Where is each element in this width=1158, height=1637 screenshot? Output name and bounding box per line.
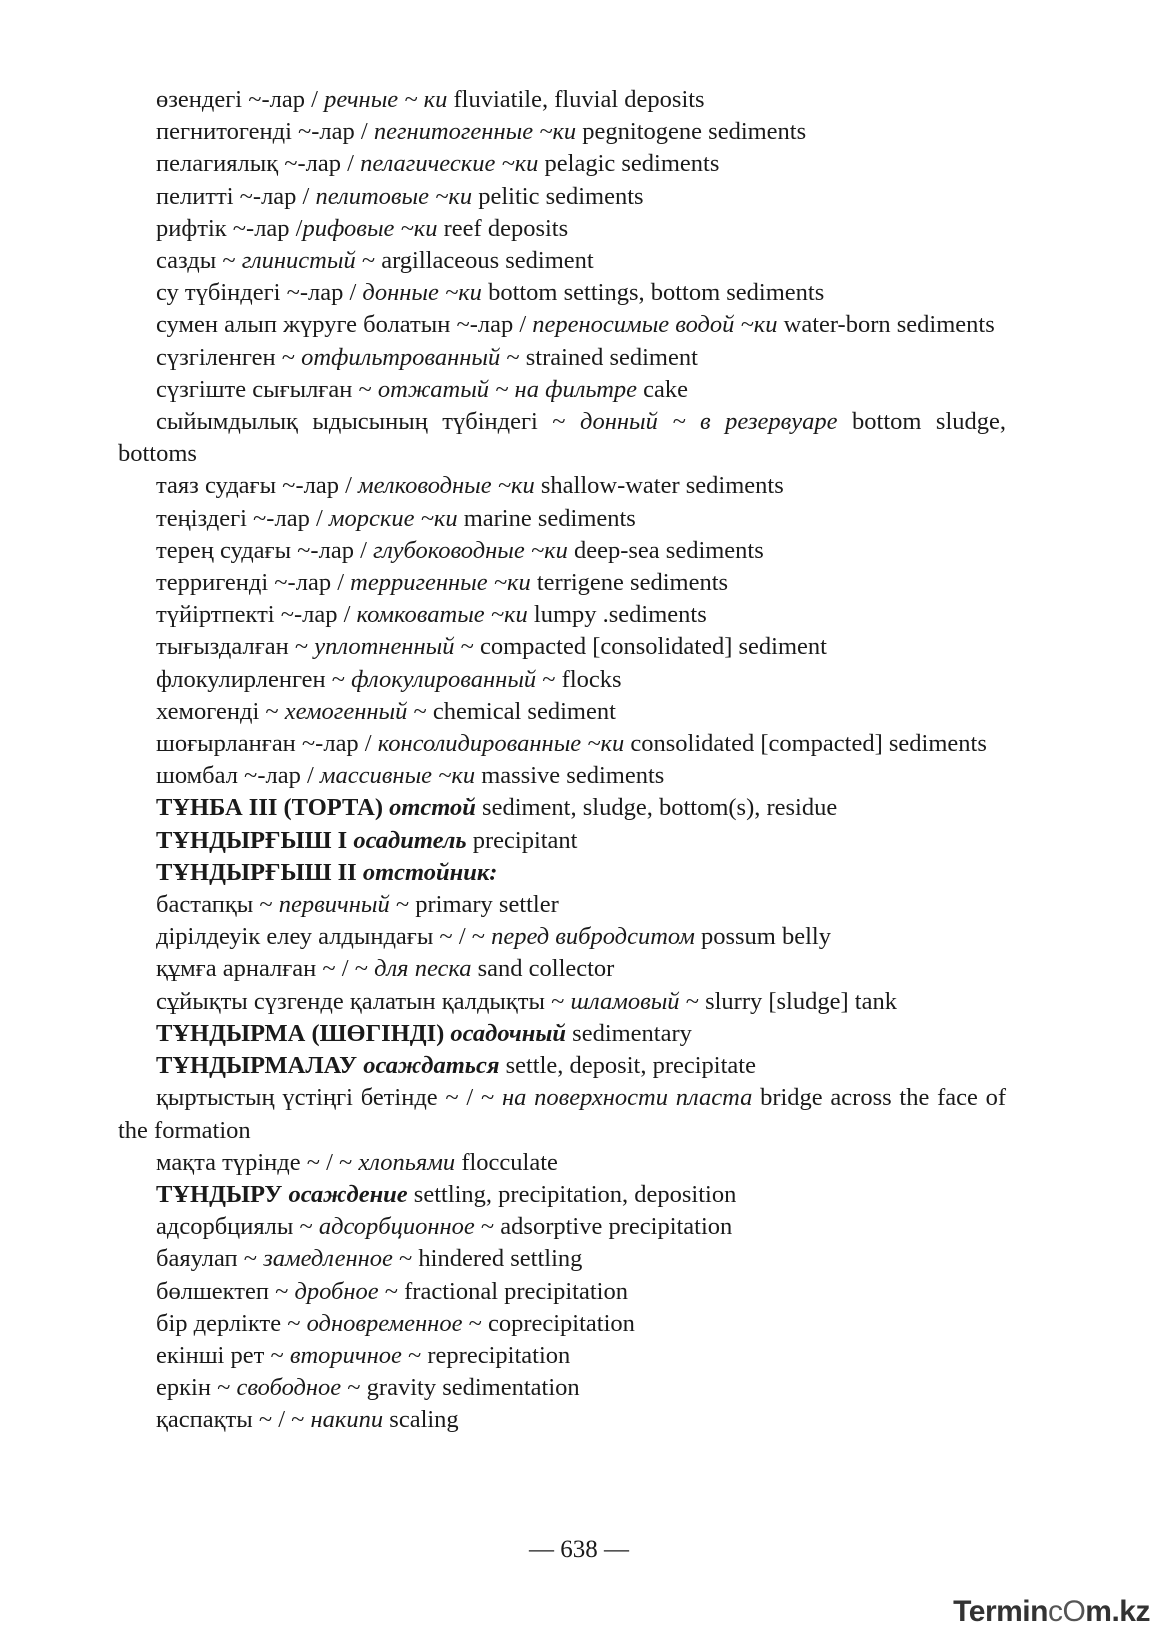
entry-text: ~ reprecipitation xyxy=(401,1341,571,1369)
entry-text: пегнитогенді ~-лар / xyxy=(156,118,374,146)
entry-text: мақта түрінде ~ / ~ xyxy=(156,1148,359,1176)
dictionary-entry xyxy=(118,1211,1006,1243)
entry-russian-term: глинистый xyxy=(241,247,356,275)
entry-text: bottom sludge, bottoms xyxy=(118,408,1006,468)
entry-text: қыртыстың үстіңгі бетінде ~ / ~ xyxy=(156,1084,502,1112)
entry-text: бастапқы ~ xyxy=(156,891,279,919)
entry-text: terrigene sediments xyxy=(530,569,729,597)
entry-russian-term: массивные ~ки xyxy=(319,762,476,790)
entry-russian-term: пелагические ~ки xyxy=(360,150,539,178)
entry-text: баяулап ~ xyxy=(156,1245,264,1273)
entry-text: теңіздегі ~-лар / xyxy=(156,504,329,532)
entry-russian-term: мелководные ~ки xyxy=(358,472,535,500)
entry-text: бөлшектеп ~ xyxy=(156,1277,295,1305)
entry-text: тығыздалған ~ xyxy=(156,633,315,661)
dictionary-entry xyxy=(118,535,1006,567)
entry-russian-term: вторичное xyxy=(289,1341,402,1369)
dictionary-entry xyxy=(118,213,1006,245)
dictionary-entry xyxy=(118,1018,1006,1050)
dictionary-entry xyxy=(118,1340,1006,1372)
dictionary-entry xyxy=(118,148,1006,180)
dictionary-entry xyxy=(118,599,1006,631)
entry-text: сыйымдылық ыдысының түбіндегі ~ xyxy=(156,408,581,436)
entry-russian-term: одновременное xyxy=(306,1309,463,1337)
dictionary-entry xyxy=(118,503,1006,535)
entry-text: екінші рет ~ xyxy=(156,1341,290,1369)
entry-russian-term: осаждение xyxy=(288,1180,408,1208)
dictionary-entry xyxy=(118,857,1006,889)
dictionary-entry xyxy=(118,1372,1006,1404)
entry-text: пелитті ~-лар / xyxy=(156,182,316,210)
entry-text: bridge across the face of the formation xyxy=(118,1084,1007,1144)
entry-text: deep-sea sediments xyxy=(567,536,764,564)
entry-russian-term: для песка xyxy=(374,955,472,983)
entry-text: сазды ~ xyxy=(156,247,242,275)
entry-text: ~ chemical sediment xyxy=(407,697,616,725)
entry-russian-term: перед вибродситом xyxy=(491,923,695,951)
entry-text: lumpy .sediments xyxy=(527,601,707,629)
entry-russian-term: шламовый xyxy=(570,987,680,1015)
entry-text: pelagic sediments xyxy=(538,150,720,178)
entry-text: marine sediments xyxy=(457,504,636,532)
entry-text: бір дерлікте ~ xyxy=(156,1309,307,1337)
dictionary-entry xyxy=(118,1082,1006,1146)
entry-text: терең судағы ~-лар / xyxy=(156,536,373,564)
entry-russian-term: пегнитогенные ~ки xyxy=(373,118,577,146)
entry-text: sand collector xyxy=(471,955,615,983)
entry-text: reef deposits xyxy=(437,214,569,242)
entry-text: water-born sediments xyxy=(777,311,995,339)
entry-text: адсорбциялы ~ xyxy=(156,1213,319,1241)
entry-russian-term: первичный xyxy=(278,891,390,919)
entry-text: ~ gravity sedimentation xyxy=(341,1374,580,1402)
entry-russian-term: отфильтрованный xyxy=(301,343,501,371)
entry-text: сұйықты сүзгенде қалатын қалдықты ~ xyxy=(156,987,571,1015)
entry-text: өзендегі ~-лар / xyxy=(156,86,325,113)
entry-text: сумен алып жүруге болатын ~-лар / xyxy=(156,311,533,339)
entry-text: precipitant xyxy=(466,826,578,854)
entry-russian-term: речные ~ ки xyxy=(324,86,448,113)
entry-headword: ТҰНБА ІІІ (ТОРТА) xyxy=(156,794,390,822)
dictionary-entry xyxy=(118,84,1006,116)
entry-text: fluviatile, fluvial deposits xyxy=(447,86,705,113)
entry-text: ~ hindered settling xyxy=(392,1245,583,1273)
site-watermark-logo xyxy=(953,1595,1150,1629)
entry-russian-term: хемогенный xyxy=(284,697,408,725)
entry-russian-term: терригенные ~ки xyxy=(350,569,531,597)
entry-russian-term: отжатый ~ на фильтре xyxy=(377,375,638,403)
entry-russian-term: рифовые ~ки xyxy=(302,214,438,242)
entry-russian-term: отстой xyxy=(389,794,476,822)
entry-russian-term: донные ~ки xyxy=(362,279,482,307)
entry-text: дірілдеуік елеу алдындағы ~ / ~ xyxy=(156,923,492,951)
entry-text: ~ adsorptive precipitation xyxy=(474,1213,733,1241)
entry-russian-term: осадитель xyxy=(353,826,467,854)
entry-text: шоғырланған ~-лар / xyxy=(156,730,378,758)
entry-text: flocculate xyxy=(455,1148,558,1176)
dictionary-entry xyxy=(118,1404,1006,1436)
entry-russian-term: флокулированный xyxy=(351,665,537,693)
entry-text: massive sediments xyxy=(475,762,665,790)
dictionary-entry xyxy=(118,181,1006,213)
entry-text: таяз судағы ~-лар / xyxy=(156,472,359,500)
entry-russian-term: свободное xyxy=(236,1374,342,1402)
entry-russian-term: переносимые водой ~ки xyxy=(532,311,778,339)
entry-russian-term: хлопьями xyxy=(358,1148,456,1176)
dictionary-entry xyxy=(118,1179,1006,1211)
entry-text: ~ fractional precipitation xyxy=(378,1277,628,1305)
dictionary-entry xyxy=(118,825,1006,857)
dictionary-entry xyxy=(118,1276,1006,1308)
entry-russian-term: донный ~ в резервуаре xyxy=(580,408,838,436)
dictionary-entry xyxy=(118,374,1006,406)
entry-text: ~ primary settler xyxy=(389,891,559,919)
entry-headword: ТҰНДЫРҒЫШ І xyxy=(156,826,354,854)
entry-text: shallow-water sediments xyxy=(534,472,784,500)
entry-russian-term: глубоководные ~ки xyxy=(373,536,568,564)
dictionary-page xyxy=(118,84,1006,1437)
dictionary-entry xyxy=(118,889,1006,921)
dictionary-entry xyxy=(118,986,1006,1018)
entry-russian-term: осадочный xyxy=(450,1019,567,1047)
dictionary-entry xyxy=(118,1050,1006,1082)
dictionary-entry xyxy=(118,1147,1006,1179)
entry-text: scaling xyxy=(383,1406,459,1434)
entry-russian-term: на поверхности пласта xyxy=(501,1084,753,1112)
watermark-part-1: Termin xyxy=(953,1595,1048,1628)
entry-text: шомбал ~-лар / xyxy=(156,762,320,790)
entry-text: bottom settings, bottom sediments xyxy=(481,279,825,307)
entry-text: cake xyxy=(637,375,689,403)
entry-text: сүзгіленген ~ xyxy=(156,343,302,371)
watermark-part-3: m.kz xyxy=(1085,1595,1150,1628)
entry-text: pegnitogene sediments xyxy=(576,118,807,146)
entry-headword: ТҰНДЫРҒЫШ ІІ xyxy=(156,858,363,886)
entry-headword: ТҰНДЫРМАЛАУ xyxy=(156,1052,364,1080)
entry-text: ~ compacted [consolidated] sediment xyxy=(454,633,827,661)
entry-russian-term: уплотненный xyxy=(314,633,455,661)
dictionary-entry xyxy=(118,696,1006,728)
entry-text: pelitic sediments xyxy=(472,182,644,210)
entry-russian-term: морские ~ки xyxy=(328,504,458,532)
dictionary-entry xyxy=(118,309,1006,341)
page-number: — 638 — xyxy=(529,1536,629,1563)
dictionary-entry xyxy=(118,116,1006,148)
dictionary-entry xyxy=(118,631,1006,663)
entry-text: құмға арналған ~ / ~ xyxy=(156,955,375,983)
entry-text: ~ coprecipitation xyxy=(462,1309,635,1337)
dictionary-entry xyxy=(118,792,1006,824)
dictionary-entry xyxy=(118,1243,1006,1275)
entry-text: су түбіндегі ~-лар / xyxy=(156,279,363,307)
entry-russian-term: комковатые ~ки xyxy=(356,601,528,629)
dictionary-entry xyxy=(118,760,1006,792)
entry-text: қаспақты ~ / ~ xyxy=(156,1406,311,1434)
entry-russian-term: адсорбционное xyxy=(318,1213,475,1241)
entry-text: sedimentary xyxy=(566,1019,692,1047)
entry-text: settling, precipitation, deposition xyxy=(407,1180,737,1208)
entry-russian-term: замедленное xyxy=(263,1245,393,1273)
entry-text: ~ flocks xyxy=(536,665,622,693)
entry-text: флокулирленген ~ xyxy=(156,665,352,693)
dictionary-entry xyxy=(118,953,1006,985)
entry-text: ~ slurry [sludge] tank xyxy=(679,987,897,1015)
entry-russian-term: консолидированные ~ки xyxy=(377,730,625,758)
entry-text: ~ strained sediment xyxy=(500,343,698,371)
dictionary-entry xyxy=(118,277,1006,309)
watermark-part-2: cO xyxy=(1047,1595,1086,1628)
entry-text: possum belly xyxy=(694,923,831,951)
entry-headword: ТҰНДЫРУ xyxy=(156,1180,289,1208)
entry-text: consolidated [compacted] sediments xyxy=(624,730,987,758)
dictionary-entry xyxy=(118,921,1006,953)
entry-russian-term: осаждаться xyxy=(363,1052,500,1080)
entry-text: settle, deposit, precipitate xyxy=(499,1052,756,1080)
dictionary-entry xyxy=(118,342,1006,374)
entry-text: sediment, sludge, bottom(s), residue xyxy=(475,794,838,822)
dictionary-entry xyxy=(118,1308,1006,1340)
entry-text: сүзгіште сығылған ~ xyxy=(156,375,378,403)
dictionary-entry xyxy=(118,664,1006,696)
dictionary-entry xyxy=(118,470,1006,502)
entry-text: еркін ~ xyxy=(156,1374,237,1402)
entry-russian-term: накипи xyxy=(310,1406,384,1434)
dictionary-entry xyxy=(118,406,1006,470)
entry-russian-term: пелитовые ~ки xyxy=(315,182,473,210)
entry-text: ~ argillaceous sediment xyxy=(355,247,594,275)
entry-text: терригенді ~-лар / xyxy=(156,569,351,597)
entry-russian-term: отстойник: xyxy=(362,858,498,886)
entry-text: пелагиялық ~-лар / xyxy=(156,150,361,178)
entry-russian-term: дробное xyxy=(294,1277,379,1305)
dictionary-entry xyxy=(118,728,1006,760)
entry-headword: ТҰНДЫРМА (ШӨГІНДІ) xyxy=(156,1019,451,1047)
entry-text: рифтік ~-лар / xyxy=(156,214,303,242)
dictionary-entry xyxy=(118,567,1006,599)
entry-text: түйіртпекті ~-лар / xyxy=(156,601,357,629)
entry-text: хемогенді ~ xyxy=(156,697,285,725)
dictionary-entry xyxy=(118,245,1006,277)
